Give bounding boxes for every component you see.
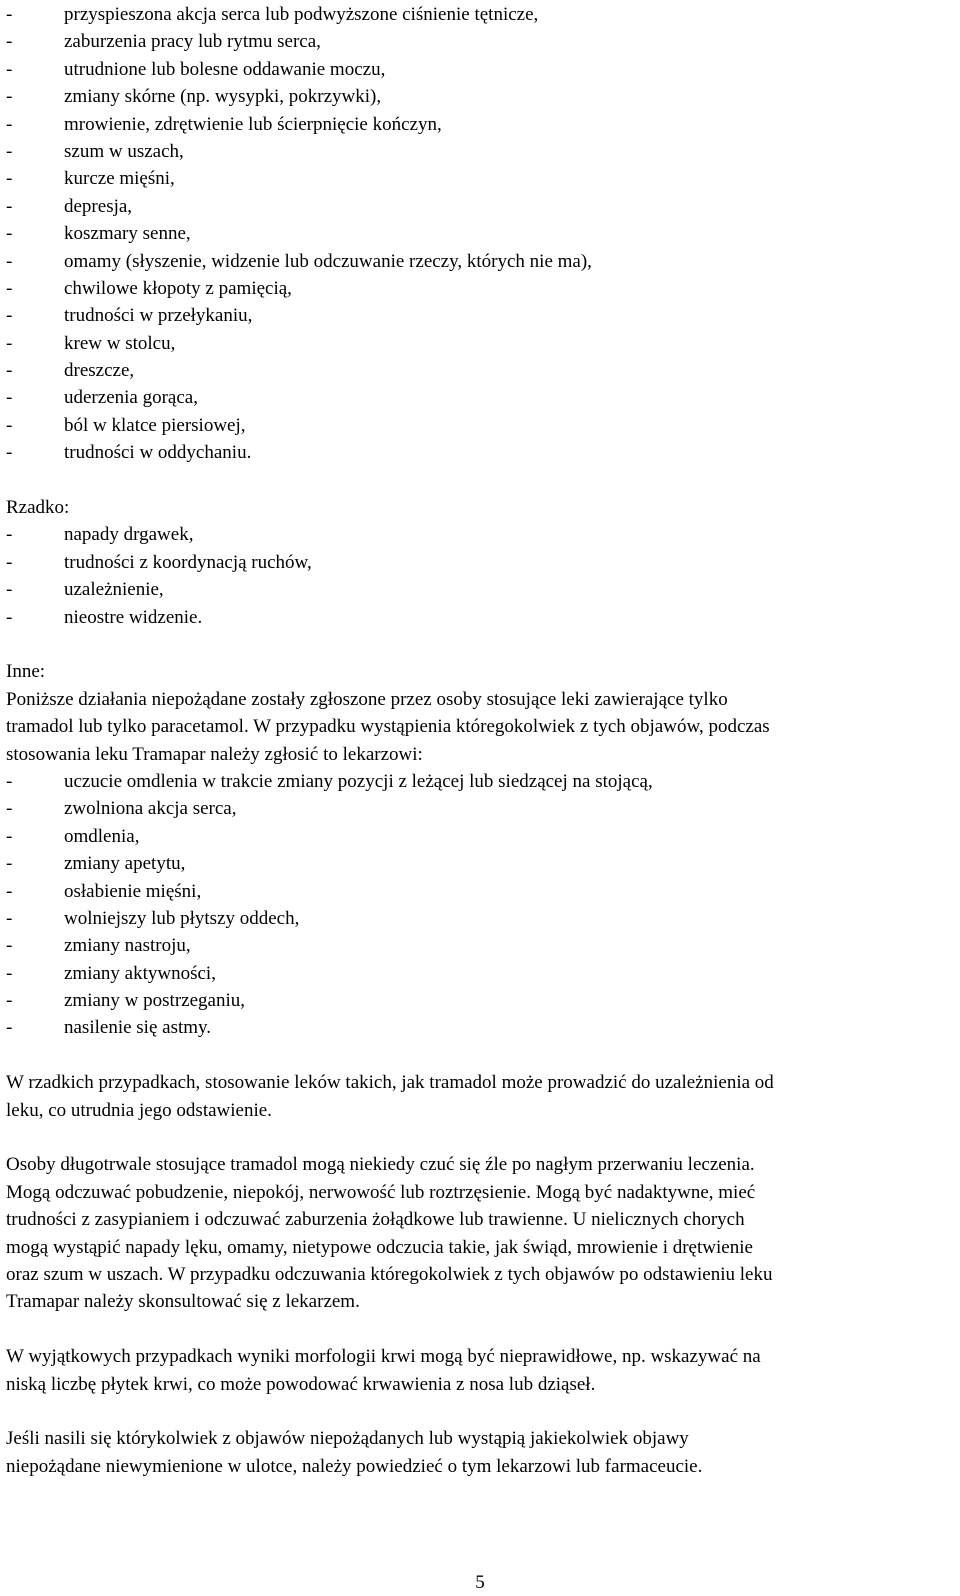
spacer [6,1124,951,1151]
page-number: 5 [475,1572,485,1593]
withdrawal-paragraph [6,1151,951,1315]
other-intro-paragraph [6,686,951,768]
list-item-text: chwilowe kłopoty z pamięcią, [64,277,292,299]
list-item-text: zmiany aktywności, [64,962,216,984]
list-dash: - [6,442,13,464]
spacer [6,1398,951,1425]
section-heading-other: Inne: [6,661,46,683]
list-item-text: dreszcze, [64,360,135,382]
paragraph-line: Tramapar należy skonsultować się z lekarzem. [6,1291,360,1313]
list-item [6,439,951,466]
spacer [6,467,951,494]
list-item-text: zmiany nastroju, [64,935,191,957]
list-item-text: uderzenia gorąca, [64,387,198,409]
list-item [6,987,951,1014]
list-item [6,521,951,548]
list-item [6,56,951,83]
list-item-text: zmiany apetytu, [64,853,186,875]
paragraph-line: Poniższe działania niepożądane zostały zgłoszone przez osoby stosujące leki zawierające tylko [6,688,728,710]
list-dash: - [6,113,13,135]
list-dash: - [6,825,13,847]
paragraph-line: mogą wystąpić napady lęku, omamy, nietypowe odczucia takie, jak świąd, mrowienie i drętwienie [6,1236,753,1258]
paragraph-line: Mogą odczuwać pobudzenie, niepokój, nerwowość lub roztrzęsienie. Mogą być nadaktywne, mieć [6,1181,756,1203]
list-dash: - [6,387,13,409]
list-dash: - [6,414,13,436]
spacer [6,631,951,658]
list-item [6,111,951,138]
paragraph-line: oraz szum w uszach. W przypadku odczuwania któregokolwiek z tych objawów po odstawieniu leku [6,1263,773,1285]
list-item-text: ból w klatce piersiowej, [64,414,246,436]
list-item [6,83,951,110]
list-item [6,576,951,603]
paragraph-line: W wyjątkowych przypadkach wyniki morfologii krwi mogą być nieprawidłowe, np. wskazywać na [6,1346,761,1368]
list-dash: - [6,360,13,382]
list-dash: - [6,168,13,190]
paragraph-line: niepożądane niewymienione w ulotce, należy powiedzieć o tym lekarzowi lub farmaceucie. [6,1455,703,1477]
list-item [6,302,951,329]
list-item [6,165,951,192]
blood-count-paragraph [6,1343,951,1398]
list-item [6,960,951,987]
list-item [6,28,951,55]
paragraph-line: Osoby długotrwale stosujące tramadol mogą niekiedy czuć się źle po nagłym przerwaniu leczenia. [6,1154,755,1176]
list-dash: - [6,86,13,108]
list-item [6,275,951,302]
list-item-text: wolniejszy lub płytszy oddech, [64,907,300,929]
list-item-text: nasilenie się astmy. [64,1017,212,1039]
list-dash: - [6,880,13,902]
list-item-text: zmiany w postrzeganiu, [64,990,245,1012]
list-item [6,330,951,357]
list-dash: - [6,4,13,25]
list-dash: - [6,332,13,354]
list-item-text: uczucie omdlenia w trakcie zmiany pozycji z leżącej lub siedzącej na stojącą, [64,770,653,792]
list-item-text: trudności w przełykaniu, [64,305,253,327]
list-item [6,220,951,247]
list-dash: - [6,935,13,957]
list-item [6,549,951,576]
rare-side-effects-list [6,521,951,631]
list-item [6,604,951,631]
list-item [6,768,951,795]
list-item [6,193,951,220]
list-dash: - [6,31,13,53]
list-item-text: osłabienie mięśni, [64,880,202,902]
list-dash: - [6,962,13,984]
list-item-text: przyspieszona akcja serca lub podwyższone ciśnienie tętnicze, [64,4,539,25]
paragraph-line: W rzadkich przypadkach, stosowanie leków takich, jak tramadol może prowadzić do uzależnienia od [6,1072,774,1094]
list-item [6,412,951,439]
list-item-text: szum w uszach, [64,140,184,162]
list-dash: - [6,606,13,628]
list-item [6,138,951,165]
list-item-text: krew w stolcu, [64,332,176,354]
list-item-text: zmiany skórne (np. wysypki, pokrzywki), [64,86,382,108]
list-item [6,823,951,850]
list-item [6,357,951,384]
list-item [6,1014,951,1041]
list-item-text: utrudnione lub bolesne oddawanie moczu, [64,58,386,80]
list-item-text: mrowienie, zdrętwienie lub ścierpnięcie kończyn, [64,113,442,135]
other-side-effects-list [6,768,951,1042]
list-dash: - [6,798,13,820]
list-dash: - [6,140,13,162]
report-paragraph [6,1425,951,1480]
paragraph-line: trudności z zasypianiem i odczuwać zaburzenia żołądkowe lub trawienne. U nielicznych chorych [6,1209,745,1231]
spacer [6,1042,951,1069]
document-page [6,1,951,1480]
list-item-text: zaburzenia pracy lub rytmu serca, [64,31,321,53]
list-item-text: zwolniona akcja serca, [64,798,237,820]
list-dash: - [6,250,13,272]
list-dash: - [6,223,13,245]
list-dash: - [6,195,13,217]
paragraph-line: stosowania leku Tramapar należy zgłosić to lekarzowi: [6,743,423,765]
list-item [6,905,951,932]
list-dash: - [6,551,13,573]
paragraph-line: tramadol lub tylko paracetamol. W przypadku wystąpienia któregokolwiek z tych objawów, podczas [6,716,770,738]
list-item-text: omdlenia, [64,825,140,847]
paragraph-line: Jeśli nasili się którykolwiek z objawów niepożądanych lub wystąpią jakiekolwiek objawy [6,1428,689,1450]
list-item-text: nieostre widzenie. [64,606,203,628]
list-item [6,932,951,959]
section-heading-rare: Rzadko: [6,497,70,519]
list-dash: - [6,58,13,80]
list-item-text: depresja, [64,195,133,217]
list-item [6,878,951,905]
list-dash: - [6,524,13,546]
spacer [6,1316,951,1343]
list-item [6,1,951,28]
list-dash: - [6,770,13,792]
list-item [6,384,951,411]
list-item-text: uzależnienie, [64,579,164,601]
list-dash: - [6,853,13,875]
list-item-text: omamy (słyszenie, widzenie lub odczuwanie rzeczy, których nie ma), [64,250,592,272]
side-effects-list [6,1,951,467]
paragraph-line: leku, co utrudnia jego odstawienie. [6,1099,272,1121]
list-item-text: trudności z koordynacją ruchów, [64,551,312,573]
list-dash: - [6,579,13,601]
addiction-paragraph [6,1069,951,1124]
list-item [6,795,951,822]
list-item-text: koszmary senne, [64,223,191,245]
list-dash: - [6,990,13,1012]
list-dash: - [6,277,13,299]
list-dash: - [6,305,13,327]
list-item-text: kurcze mięśni, [64,168,175,190]
list-dash: - [6,1017,13,1039]
list-item [6,248,951,275]
list-item-text: napady drgawek, [64,524,194,546]
paragraph-line: niską liczbę płytek krwi, co może powodować krwawienia z nosa lub dziąseł. [6,1373,596,1395]
list-dash: - [6,907,13,929]
list-item [6,850,951,877]
list-item-text: trudności w oddychaniu. [64,442,252,464]
